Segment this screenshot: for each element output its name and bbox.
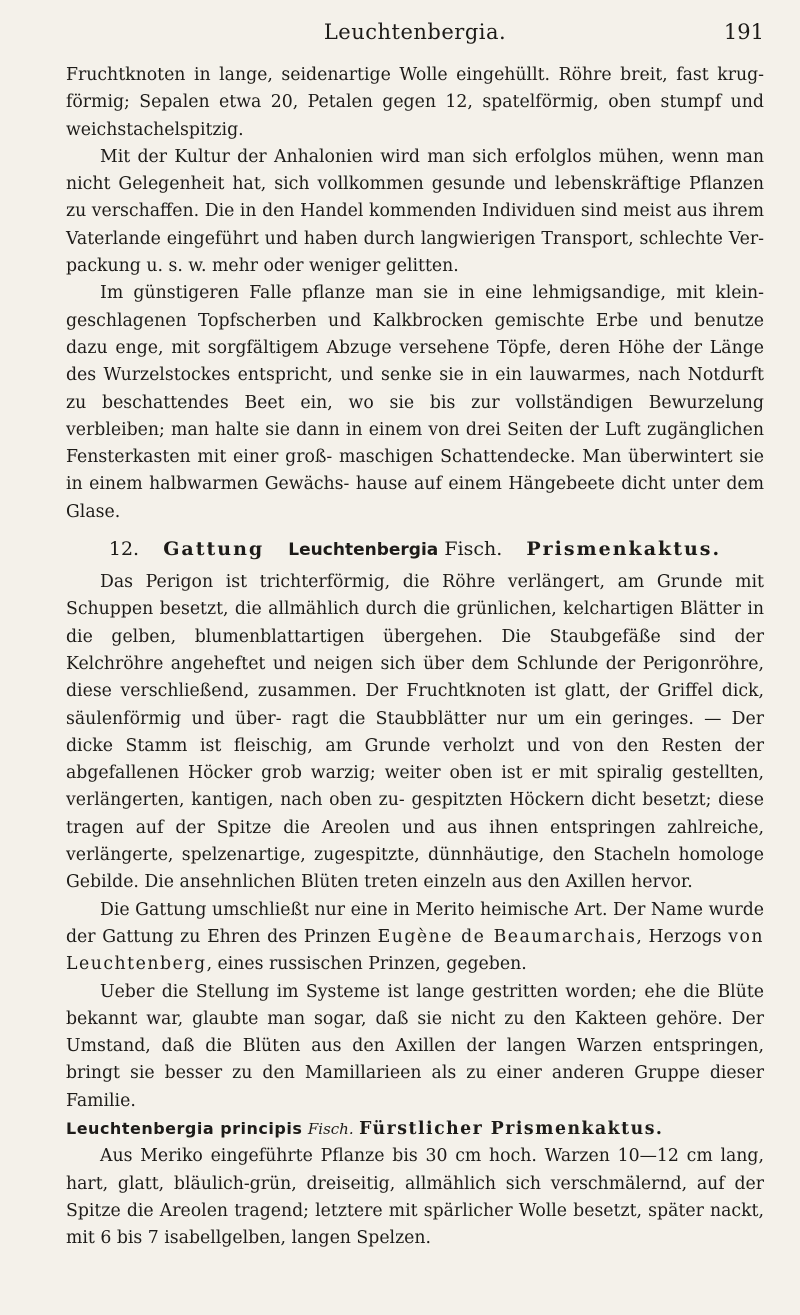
page-body: [66, 62, 764, 1252]
species-author: Fisch.: [307, 1119, 354, 1138]
section-number: 12.: [108, 538, 140, 561]
page-header: [66, 20, 764, 50]
paragraph-perigon: Das Perigon ist trichterförmig, die Röhre verlängert, am Grunde mit Schuppen besetzt, die allmählich durch die grünlichen, kelchartigen Blätter in die gelben, blumenblattartigen übergehen. Die Staubgefäße sind der Kelchröhre angeheftet und neigen sich über dem Schlunde der Perigonröhre, diese verschließend, zusammen. Der Fruchtknoten ist glatt, der Griffel dick, säulenförmig und über- ragt die Staubblätter nur um ein geringes. — Der dicke Stamm ist fleischig, am Grunde verholzt und von den Resten der abgefallenen Höcker grob warzig; weiter oben ist er mit spiralig gestellten, verlängerten, kantigen, nach oben zu- gespitzten Höckern dicht besetzt; diese tragen auf der Spitze die Areolen und aus ihnen entspringen zahlreiche, verlängerte, spelzenartige, zugespitzte, dünnhäutige, den Stacheln homologe Gebilde. Die ansehnlichen Blüten treten einzeln aus den Axillen hervor.: [66, 572, 764, 893]
section-heading: [66, 526, 764, 569]
genus-note-part2: , Herzogs: [636, 926, 729, 947]
paragraph-gattung-name: [66, 897, 764, 979]
prince-name: Eugène de Beaumarchais: [377, 926, 637, 947]
genus-author: Fisch.: [444, 538, 503, 561]
species-name: Leuchtenbergia principis: [66, 1118, 303, 1138]
section-gattung: Gattung: [163, 538, 265, 561]
running-title: Leuchtenbergia.: [323, 20, 507, 44]
paragraph-kultur: Mit der Kultur der Anhalonien wird man sich erfolglos mühen, wenn man nicht Gelegenheit hat, sich vollkommen gesunde und lebenskräftige Pflanzen zu verschaffen. Die in den Handel kommenden Individuen sind meist aus ihrem Vaterlande eingeführt und haben durch langwierigen Transport, schlechte Ver- packung u. s. w. mehr oder weniger gelitten.: [66, 146, 764, 277]
paragraph-pflanzung: Im günstigeren Falle pflanze man sie in eine lehmigsandige, mit klein- geschlagenen Topfscherben und Kalkbrocken gemischte Erbe und benutze dazu enge, mit sorgfältigem Abzuge versehene Töpfe, deren Höhe der Länge des Wurzelstockes entspricht, und senke sie in ein lauwarmes, nach Notdurft zu beschattendes Beet ein, wo sie bis zur vollständigen Bewurzelung verbleiben; man halte sie dann in einem von drei Seiten der Luft zugänglichen Fensterkasten mit einer groß- maschigen Schattendecke. Man überwintert sie in einem halbwarmen Gewächs- hause auf einem Hängebeete dicht unter dem Glase.: [66, 283, 764, 522]
genus-common-name: Prismenkaktus.: [526, 538, 722, 561]
species-heading: [66, 1115, 764, 1143]
von-word: von: [728, 926, 765, 947]
leuchtenberg-name: Leuchtenberg: [66, 954, 207, 975]
genus-note-part3: , eines russischen Prinzen, gegeben.: [206, 954, 527, 975]
paragraph-fruchtknoten: Fruchtknoten in lange, seidenartige Wolle eingehüllt. Röhre breit, fast krug- förmig; Sepalen etwa 20, Petalen gegen 12, spatelförmig, oben stumpf und weichstachelspitzig.: [66, 65, 764, 140]
paragraph-stellung: Ueber die Stellung im Systeme ist lange gestritten worden; ehe die Blüte bekannt war, glaubte man sogar, daß sie nicht zu den Kakteen gehöre. Der Umstand, daß die Blüten aus den Axillen der langen Warzen entspringen, bringt sie besser zu den Mamillarieen als zu einer anderen Gruppe dieser Familie.: [66, 981, 764, 1111]
species-common-name: Fürstlicher Prismenkaktus.: [359, 1118, 664, 1139]
paragraph-species-description: Aus Meriko eingeführte Pflanze bis 30 cm hoch. Warzen 10—12 cm lang, hart, glatt, bläulich-grün, dreiseitig, allmählich sich verschmälernd, auf der Spitze die Areolen tragend; letztere mit spärlicher Wolle besetzt, später nackt, mit 6 bis 7 isabellgelben, langen Spelzen.: [66, 1146, 764, 1249]
genus-name: Leuchtenbergia: [288, 540, 439, 561]
genus-note-part1: Die Gattung umschließt nur eine in Merito heimische Art. Der Name wurde der Gattung zu Ehren des Prinzen: [66, 899, 764, 947]
page-number: 191: [723, 20, 764, 44]
